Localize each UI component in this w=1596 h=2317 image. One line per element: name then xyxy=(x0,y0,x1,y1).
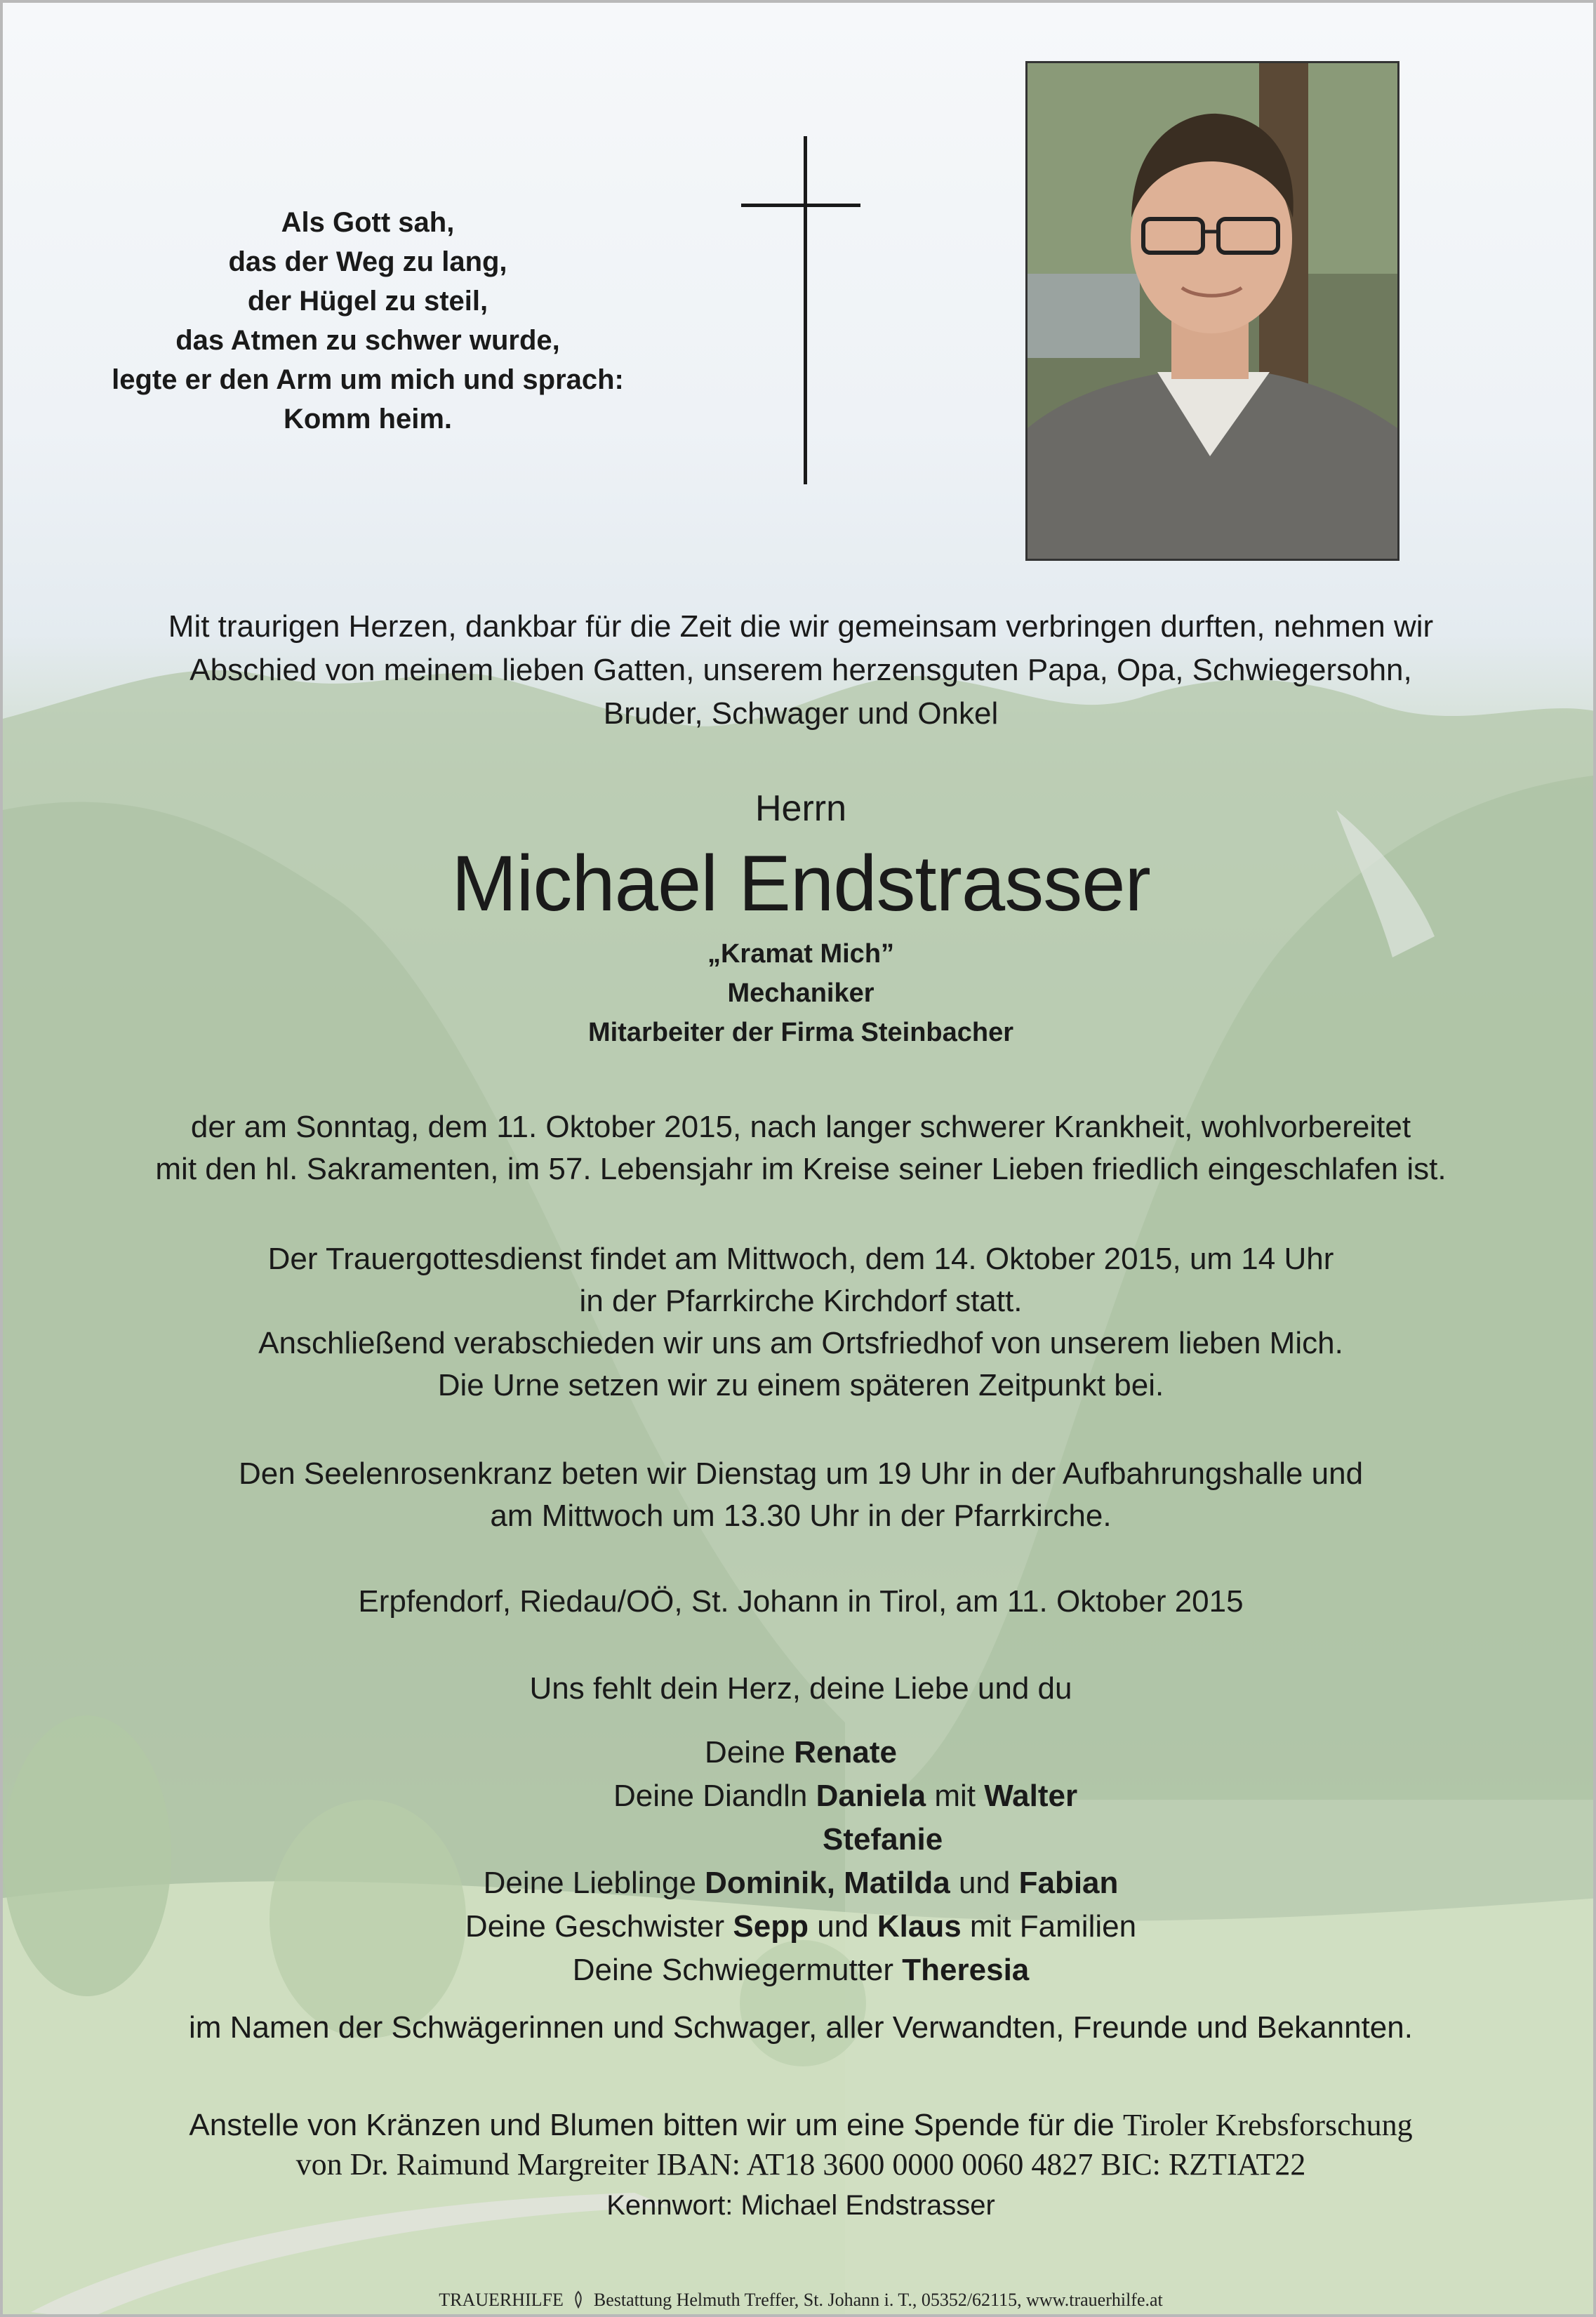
intro-line: Bruder, Schwager und Onkel xyxy=(603,696,999,731)
family-mother-in-law xyxy=(3,1948,1596,1992)
profession: Mechaniker xyxy=(727,978,875,1008)
funeral-service-info xyxy=(73,1238,1529,1407)
missing-line: Uns fehlt dein Herz, deine Liebe und du xyxy=(529,1671,1072,1706)
donation-line-1 xyxy=(73,2106,1529,2145)
deceased-name: Michael Endstrasser xyxy=(451,839,1150,927)
nickname: „Kramat Mich” xyxy=(707,939,895,969)
family-prefix: Deine Geschwister xyxy=(465,1909,733,1944)
family-conjunction: und xyxy=(950,1866,1019,1900)
footer xyxy=(3,2290,1596,2311)
poem-line: der Hügel zu steil, xyxy=(247,286,488,317)
donation-keyword: Kennwort: Michael Endstrasser xyxy=(606,2190,995,2221)
death-notice xyxy=(73,1106,1529,1190)
family-wife xyxy=(3,1731,1596,1774)
poem-line: das Atmen zu schwer wurde, xyxy=(175,325,560,356)
rosary-info xyxy=(73,1453,1529,1537)
family-grandchildren xyxy=(3,1861,1596,1905)
service-line: Der Trauergottesdienst findet am Mittwoch, dem 14. Oktober 2015, um 14 Uhr xyxy=(267,1242,1334,1276)
memorial-poem xyxy=(45,203,691,439)
employer: Mitarbeiter der Firma Steinbacher xyxy=(587,1018,1014,1047)
donation-line-2: von Dr. Raimund Margreiter IBAN: AT18 3600 0000 0060 4827 BIC: RZTIAT22 xyxy=(295,2147,1306,2182)
donation-text: Anstelle von Kränzen und Blumen bitten wir um eine Spende für die xyxy=(189,2108,1123,2142)
family-prefix: Deine xyxy=(705,1735,794,1770)
place-and-date: Erpfendorf, Riedau/OÖ, St. Johann in Tirol, am 11. Oktober 2015 xyxy=(358,1584,1244,1619)
family-name: Renate xyxy=(794,1735,897,1770)
rosary-line: am Mittwoch um 13.30 Uhr in der Pfarrkirche. xyxy=(490,1499,1112,1533)
family-conjunction: mit xyxy=(926,1779,985,1813)
death-notice-line: der am Sonntag, dem 11. Oktober 2015, nach langer schwerer Krankheit, wohlvorbereitet xyxy=(190,1110,1411,1144)
service-line: Die Urne setzen wir zu einem späteren Zeitpunkt bei. xyxy=(437,1368,1164,1402)
footer-text: Bestattung Helmuth Treffer, St. Johann i. T., 05352/62115, www.trauerhilfe.at xyxy=(593,2290,1163,2310)
family-suffix: mit Familien xyxy=(961,1909,1137,1944)
family-prefix: Deine Lieblinge xyxy=(483,1866,705,1900)
footer-logo-icon xyxy=(571,2290,586,2309)
family-name: Walter xyxy=(984,1779,1078,1813)
intro-paragraph xyxy=(73,605,1529,736)
closing-line: im Namen der Schwägerinnen und Schwager, aller Verwandten, Freunde und Bekannten. xyxy=(189,2010,1413,2045)
family-name: Fabian xyxy=(1018,1866,1119,1900)
family-conjunction: und xyxy=(808,1909,877,1944)
poem-line: legte er den Arm um mich und sprach: xyxy=(112,364,624,395)
family-daughters xyxy=(613,1774,1077,1818)
family-daughter-2 xyxy=(823,1818,943,1861)
family-name: Dominik, Matilda xyxy=(705,1866,950,1900)
family-name: Stefanie xyxy=(823,1822,943,1857)
donation-request xyxy=(73,2106,1529,2184)
family-name: Theresia xyxy=(902,1953,1030,1987)
poem-line: Als Gott sah, xyxy=(281,207,455,238)
family-prefix: Deine Schwiegermutter xyxy=(572,1953,903,1987)
death-notice-line: mit den hl. Sakramenten, im 57. Lebensjahr im Kreise seiner Lieben friedlich eingeschlafen ist. xyxy=(155,1152,1447,1186)
family-name: Sepp xyxy=(733,1909,809,1944)
intro-line: Mit traurigen Herzen, dankbar für die Zeit die wir gemeinsam verbringen durften, nehmen wir xyxy=(168,609,1434,644)
intro-line: Abschied von meinem lieben Gatten, unserem herzensguten Papa, Opa, Schwiegersohn, xyxy=(189,653,1412,687)
family-name: Daniela xyxy=(816,1779,926,1813)
family-prefix: Deine Diandln xyxy=(613,1779,816,1813)
footer-brand: TRAUERHILFE xyxy=(439,2290,564,2310)
family-siblings xyxy=(3,1905,1596,1948)
poem-line: Komm heim. xyxy=(283,404,453,434)
service-line: in der Pfarrkirche Kirchdorf statt. xyxy=(579,1284,1023,1318)
family-name: Klaus xyxy=(877,1909,962,1944)
portrait-photo xyxy=(1025,61,1399,561)
honorific: Herrn xyxy=(754,788,847,829)
donation-recipient: Tiroler Krebsforschung xyxy=(1122,2108,1413,2142)
poem-line: das der Weg zu lang, xyxy=(228,246,507,277)
service-line: Anschließend verabschieden wir uns am Ortsfriedhof von unserem lieben Mich. xyxy=(258,1326,1343,1360)
rosary-line: Den Seelenrosenkranz beten wir Dienstag um 19 Uhr in der Aufbahrungshalle und xyxy=(238,1456,1364,1491)
cross-icon xyxy=(731,136,865,487)
